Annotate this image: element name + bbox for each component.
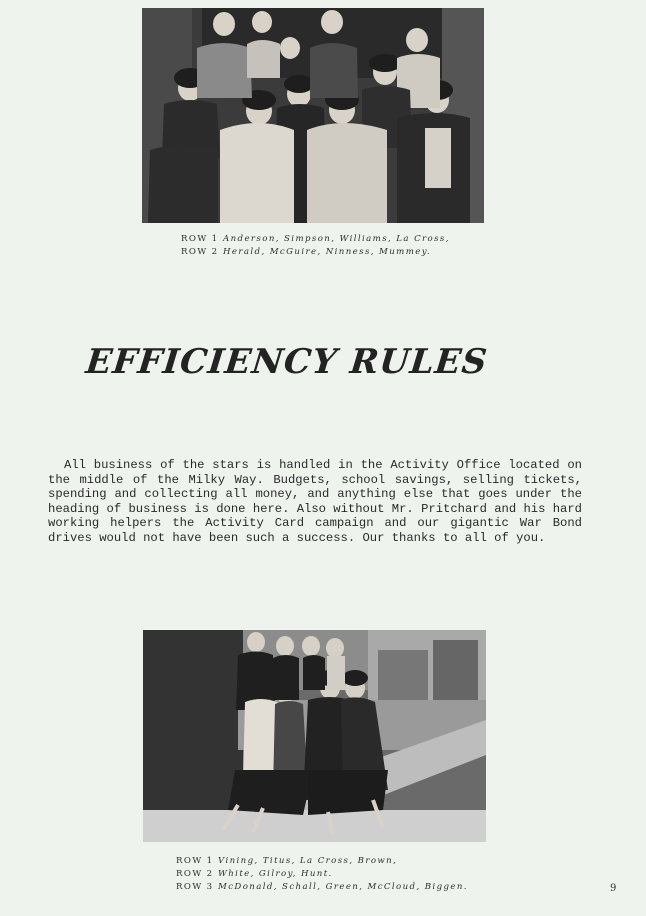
- caption-row: ROW 1 Vining, Titus, La Cross, Brown,: [176, 856, 398, 866]
- top-photo-caption: [181, 233, 450, 259]
- group-photo-bottom: [143, 630, 486, 842]
- caption-row: ROW 3 McDonald, Schall, Green, McCloud, Biggen.: [176, 882, 468, 892]
- page-title: EFFICIENCY RULES: [83, 342, 490, 382]
- caption-row: ROW 2 Herald, McGuire, Ninness, Mummey.: [181, 247, 432, 257]
- group-photo-top: [142, 8, 484, 223]
- bottom-photo-caption: [176, 855, 468, 894]
- caption-row: ROW 1 Anderson, Simpson, Williams, La Cross,: [181, 234, 450, 244]
- body-paragraph: All business of the stars is handled in the Activity Office located on the middle of the Milky Way. Budgets, school savings, selling tickets, spending and collecting all money, and anything else that goes under the heading of business is done here. Also without Mr. Pritchard and his hard working helpers the Activity Card campaign and our gigantic War Bond drives would not have been such a success. Our thanks to all of you.: [48, 458, 582, 545]
- caption-row: ROW 2 White, Gilroy, Hunt.: [176, 869, 333, 879]
- page-number: 9: [610, 883, 617, 894]
